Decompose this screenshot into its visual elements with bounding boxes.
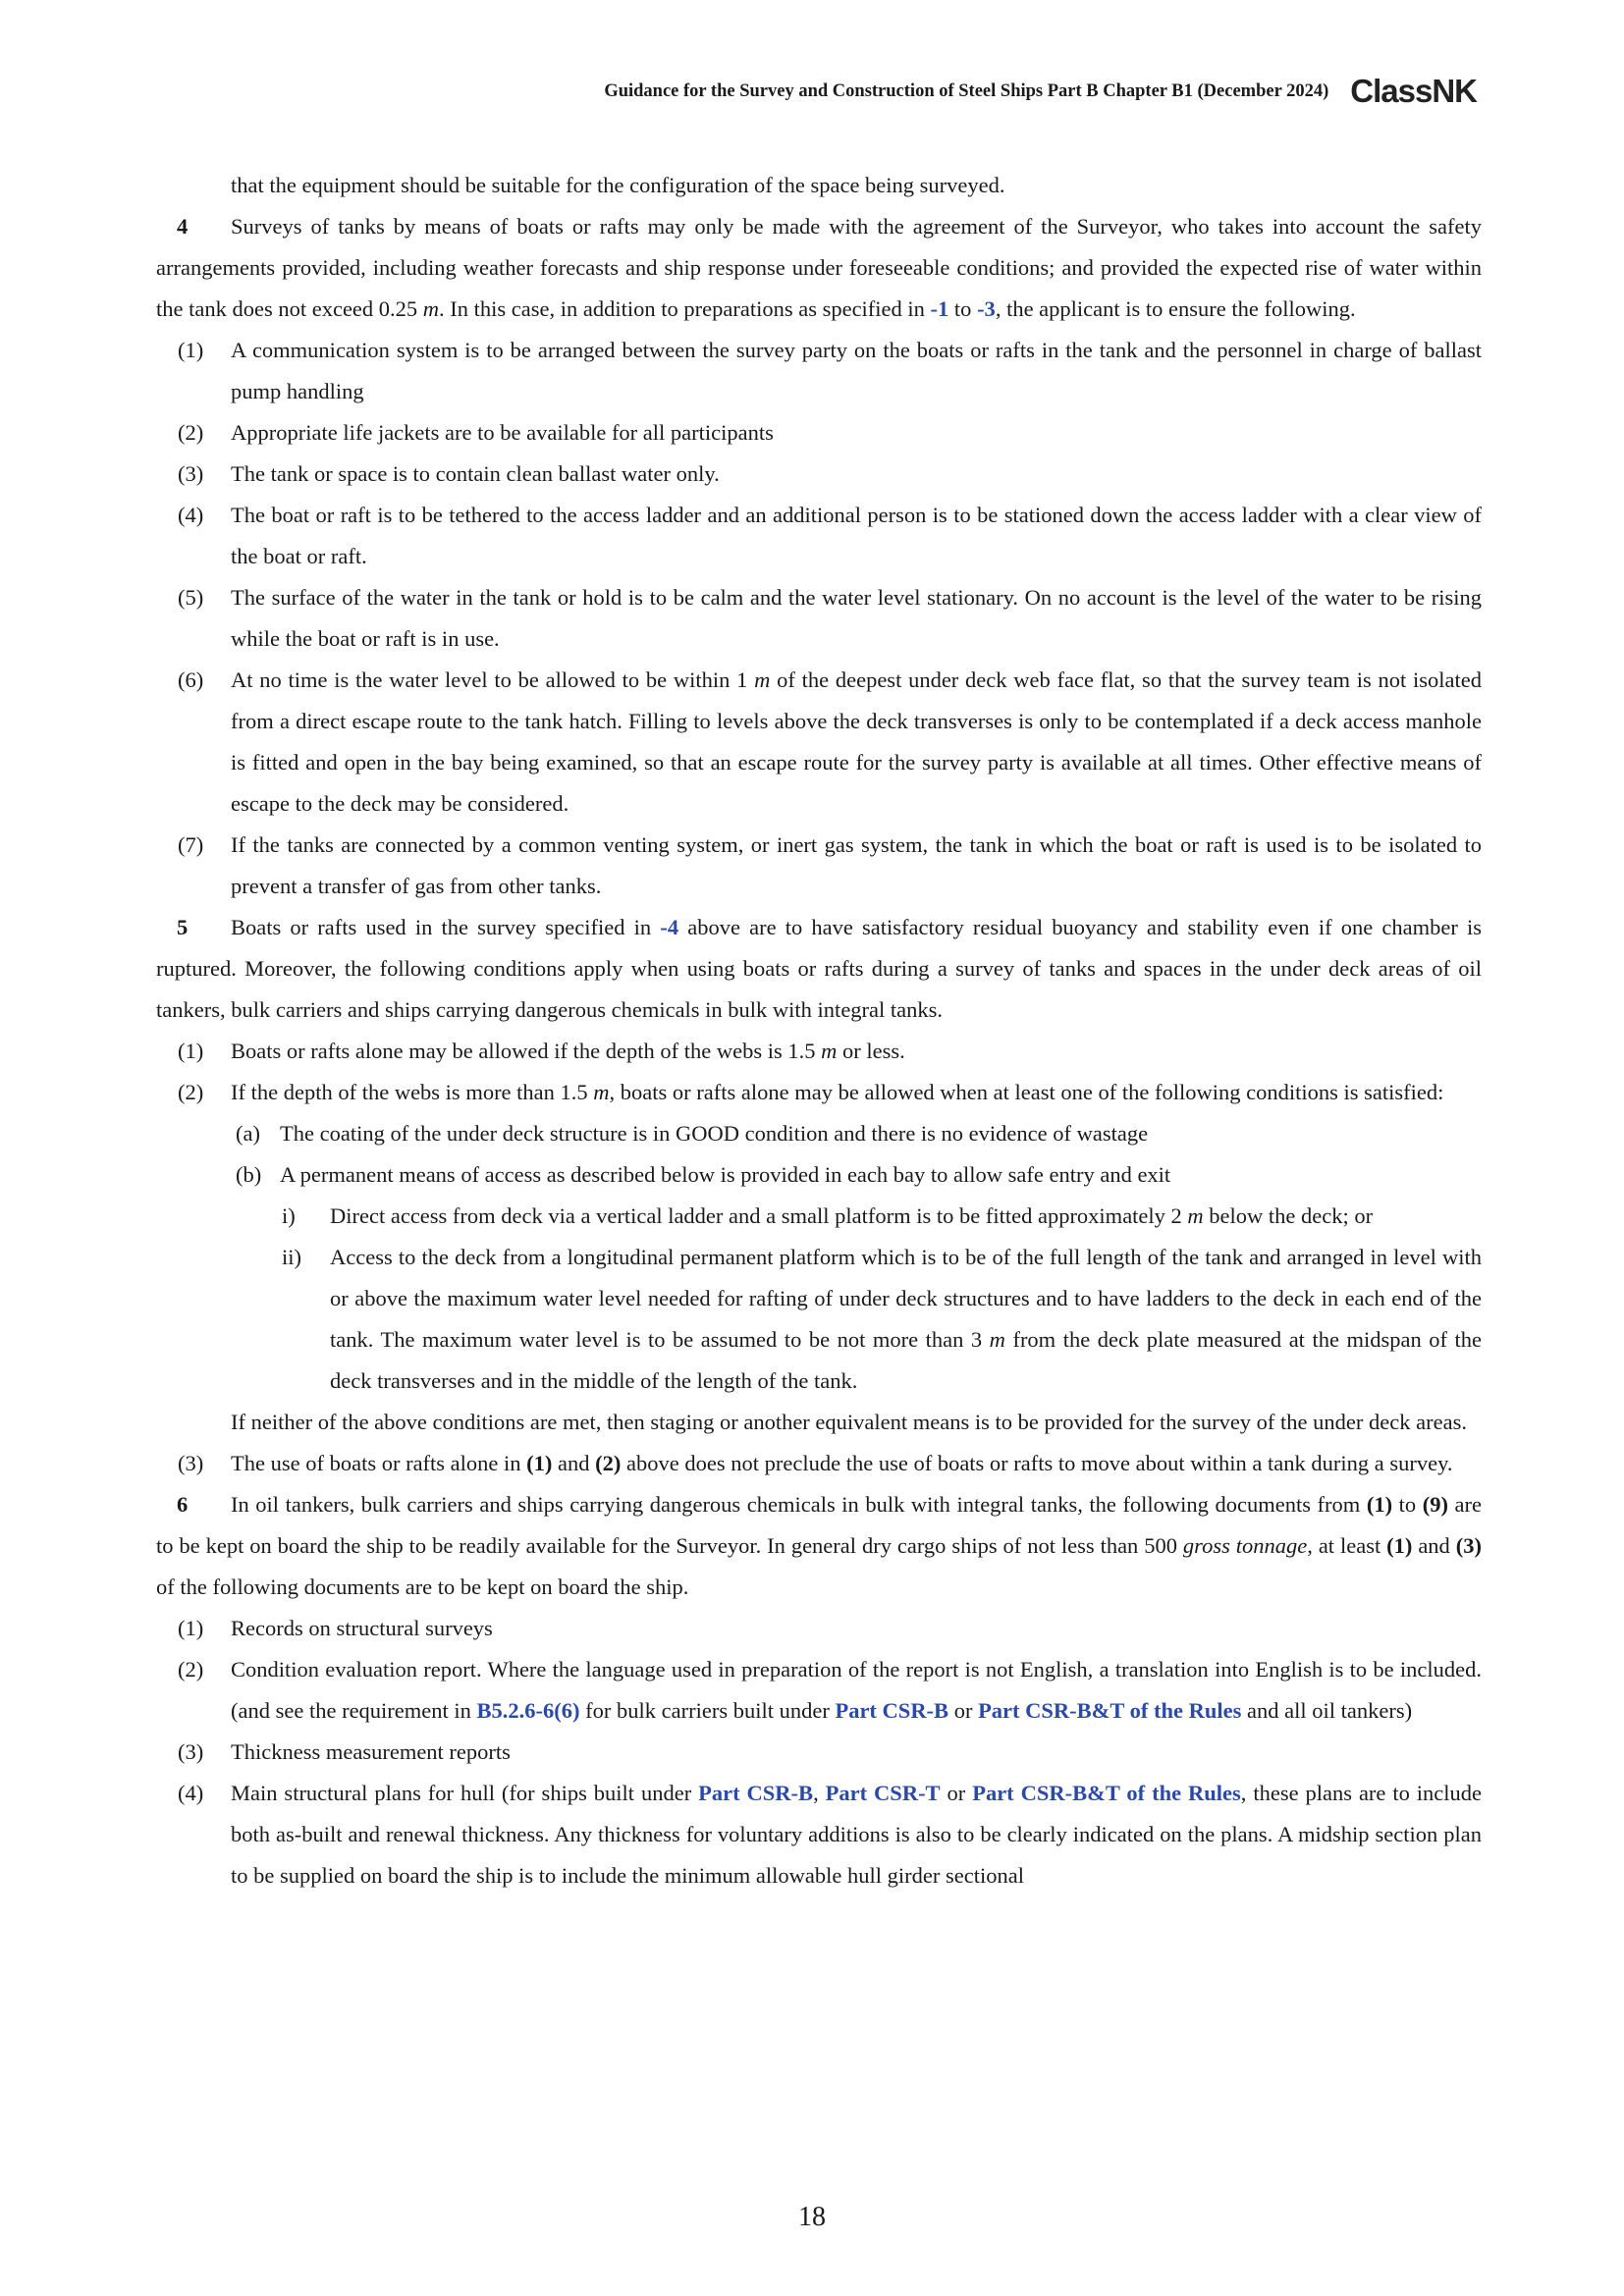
reference-link-4[interactable]: -4 xyxy=(660,915,679,939)
page-number: 18 xyxy=(798,2202,826,2232)
paragraph-6: 6 In oil tankers, bulk carriers and ships carrying dangerous chemicals in bulk with integral tanks, the following documents from (1) to (9) are to be kept on board the ship to be readily available for the Surveyor. In general dry cargo ships of not less than 500 gross tonnage, at least (1) and (3) of the following documents are to be kept on board the ship. xyxy=(156,1492,1482,1599)
list-item: (4) Main structural plans for hull (for ships built under Part CSR-B, Part CSR-T or Part CSR-B&T of the Rules, these plans are to include both as-built and renewal thickness. Any thickness for voluntary additions is also to be clearly indicated on the plans. A midship section plan to be supplied on board the ship is to include the minimum allowable hull girder sectional xyxy=(178,1781,1483,1888)
reference-link-csr-bt[interactable]: Part CSR-B&T of the Rules xyxy=(972,1781,1241,1805)
list-item: (2) If the depth of the webs is more than 1.5 m, boats or rafts alone may be allowed when at least one of the following conditions is satisfied: xyxy=(178,1080,1444,1104)
classnk-logo: ClassNK xyxy=(1350,73,1477,109)
continuation-line: that the equipment should be suitable for the configuration of the space being surveyed. xyxy=(231,173,1005,197)
list-item: (3) The tank or space is to contain clean ballast water only. xyxy=(178,461,720,486)
reference-link-csr-b[interactable]: Part CSR-B xyxy=(698,1781,814,1805)
sub-list-item: (b) A permanent means of access as described below is provided in each bay to allow safe entry and exit xyxy=(236,1162,1171,1187)
list-item: (6) At no time is the water level to be allowed to be within 1 m of the deepest under deck web face flat, so that the survey team is not isolated from a direct escape route to the tank hatch. Filling to levels above the deck transverses is only to be contemplated if a deck access manhole is fitted and open in the bay being examined, so that an escape route for the survey party is available at all times. Other effective means of escape to the deck may be considered. xyxy=(178,667,1482,816)
paragraph-5: 5 Boats or rafts used in the survey specified in -4 above are to have satisfactory residual buoyancy and stability even if one chamber is ruptured. Moreover, the following conditions apply when using boats or rafts during a survey of tanks and spaces in the under deck areas of oil tankers, bulk carriers and ships carrying dangerous chemicals in bulk with integral tanks. xyxy=(156,915,1482,1022)
list-item: (7) If the tanks are connected by a common venting system, or inert gas system, the tank in which the boat or raft is used is to be isolated to prevent a transfer of gas from other tanks. xyxy=(178,832,1482,898)
list-item: (3) Thickness measurement reports xyxy=(178,1739,511,1764)
list-item: (3) The use of boats or rafts alone in (1) and (2) above does not preclude the use of boats or rafts to move about within a tank during a survey. xyxy=(178,1451,1453,1475)
reference-link-csr-t[interactable]: Part CSR-T xyxy=(825,1781,941,1805)
reference-link-csr-b[interactable]: Part CSR-B xyxy=(835,1698,949,1723)
paragraph-4: 4 Surveys of tanks by means of boats or rafts may only be made with the agreement of the Surveyor, who takes into account the safety arrangements provided, including weather forecasts and ship response under foreseeable conditions; and provided the expected rise of water within the tank does not exceed 0.25 m. In this case, in addition to preparations as specified in -1 to -3, the applicant is to ensure the following. xyxy=(156,214,1482,321)
list-item: (5) The surface of the water in the tank or hold is to be calm and the water level stationary. On no account is the level of the water to be rising while the boat or raft is in use. xyxy=(178,585,1482,651)
list-item: (1) Records on structural surveys xyxy=(178,1616,493,1640)
list-item: (1) A communication system is to be arranged between the survey party on the boats or rafts in the tank and the personnel in charge of ballast pump handling xyxy=(178,338,1482,403)
page-header xyxy=(604,73,1477,110)
list-item: (2) Condition evaluation report. Where the language used in preparation of the report is not English, a translation into English is to be included. (and see the requirement in B5.2.6-6(6) for bulk carriers built under Part CSR-B or Part CSR-B&T of the Rules and all oil tankers) xyxy=(178,1657,1482,1723)
conditions-note: If neither of the above conditions are met, then staging or another equivalent means is to be provided for the survey of the under deck areas. xyxy=(231,1410,1467,1434)
reference-link-csr-bt[interactable]: Part CSR-B&T of the Rules xyxy=(978,1698,1242,1723)
reference-link-3[interactable]: -3 xyxy=(977,296,996,321)
list-item: (2) Appropriate life jackets are to be available for all participants xyxy=(178,420,774,445)
list-item: (4) The boat or raft is to be tethered to the access ladder and an additional person is to be stationed down the access ladder with a clear view of the boat or raft. xyxy=(178,503,1482,568)
document-body xyxy=(156,165,1482,1896)
roman-list-item: ii) Access to the deck from a longitudinal permanent platform which is to be of the full length of the tank and arranged in level with or above the maximum water level needed for rafting of under deck structures and to have ladders to the deck in each end of the tank. The maximum water level is to be assumed to be not more than 3 m from the deck plate measured at the midspan of the deck transverses and in the middle of the length of the tank. xyxy=(282,1245,1482,1393)
document-title: Guidance for the Survey and Construction of Steel Ships Part B Chapter B1 (December 2024) xyxy=(604,80,1329,101)
reference-link-b5[interactable]: B5.2.6-6(6) xyxy=(476,1698,580,1723)
reference-link-1[interactable]: -1 xyxy=(930,296,949,321)
roman-list-item: i) Direct access from deck via a vertical ladder and a small platform is to be fitted approximately 2 m below the deck; or xyxy=(282,1203,1374,1228)
sub-list-item: (a) The coating of the under deck structure is in GOOD condition and there is no evidence of wastage xyxy=(236,1121,1149,1146)
list-item: (1) Boats or rafts alone may be allowed if the depth of the webs is 1.5 m or less. xyxy=(178,1039,905,1063)
